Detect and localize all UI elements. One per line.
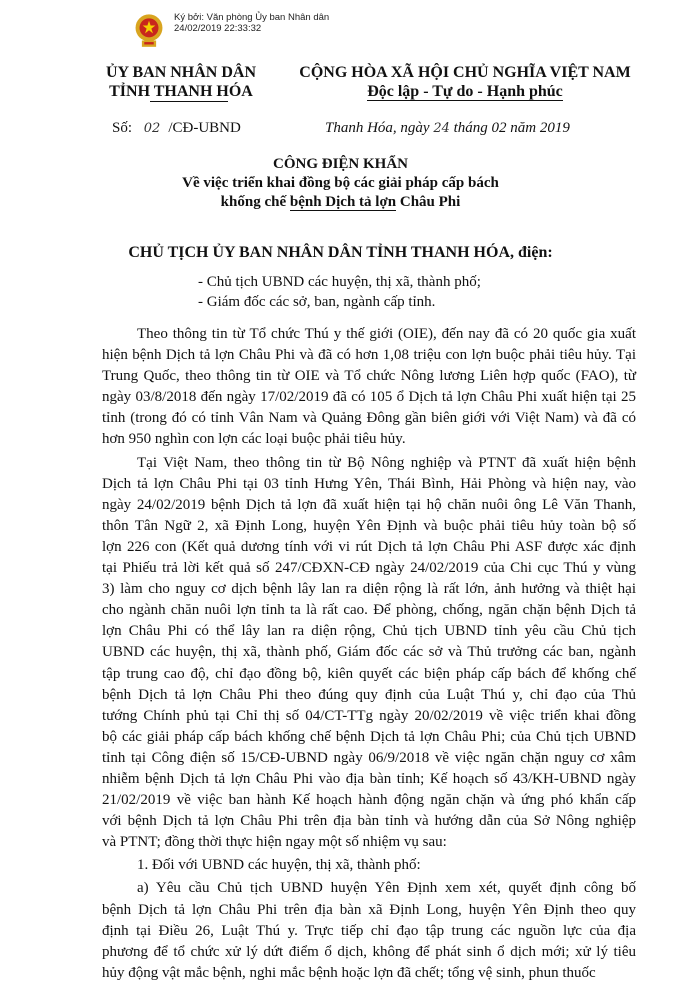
document-body bbox=[102, 324, 636, 986]
text-line: lợn Châu Phi có thể lây lan ra diện rộng, Chủ tịch UBND tỉnh yêu cầu Chủ tịch bbox=[102, 623, 636, 640]
paragraph bbox=[102, 324, 636, 451]
text-line: với bệnh Dịch tả lợn Châu Phi trên địa bàn tỉnh và hướng dẫn của Sở Nông nghiệp bbox=[102, 813, 636, 830]
text-line: 3) làm cho nguy cơ dịch bệnh lây lan ra diện rộng là rất lớn, ảnh hưởng và thiệt hại bbox=[102, 581, 636, 598]
signature-timestamp: 24/02/2019 22:33:32 bbox=[174, 23, 262, 34]
text-line: hơn 950 nghìn con lợn các loại buộc phải tiêu hủy. bbox=[102, 431, 406, 448]
paragraph bbox=[102, 878, 636, 983]
motto: Độc lập - Tự do - Hạnh phúc bbox=[367, 83, 563, 100]
text-line: và PTNT; đồng thời thực hiện ngay một số nhiệm vụ sau: bbox=[102, 834, 447, 851]
title-part-underlined: bệnh Dịch tả lợn bbox=[289, 194, 397, 210]
title-subject-1: Về việc triển khai đồng bộ các giải pháp cấp bách bbox=[182, 175, 499, 191]
text-line: ngày 03/8/2018 đến ngày 17/02/2019 đã có 105 ổ Dịch tả lợn Châu Phi xuất hiện tại 25 bbox=[102, 389, 636, 406]
text-line: định tại Điều 26, Luật Thú y. Trực tiếp chỉ đạo tập trung các nguồn lực của địa bbox=[102, 922, 636, 939]
document-number bbox=[112, 118, 241, 139]
date-day-handwritten: 24 bbox=[433, 121, 450, 136]
text-line: lợn 226 con (Kết quả dương tính với vi rút Dịch tả lợn Châu Phi ASF được xác định bbox=[102, 538, 636, 555]
document-date bbox=[325, 118, 570, 139]
document-title bbox=[0, 155, 681, 212]
digital-signature bbox=[174, 12, 329, 34]
text-line: 21/02/2019 về việc ban hành Kế hoạch hành động ngăn chặn và ứng phó khẩn cấp bbox=[102, 792, 636, 809]
number-handwritten: 02 bbox=[143, 121, 161, 136]
text-line: a) Yêu cầu Chủ tịch UBND huyện Yên Định xem xét, quyết định công bố bbox=[137, 880, 636, 897]
text-line: hủy động vật mắc bệnh, nghi mắc bệnh hoặc lợn đã chết; tổng vệ sinh, phun thuốc bbox=[102, 964, 596, 981]
text-line: cho ngành chăn nuôi lợn tỉnh ta là rất cao. Để phòng, chống, ngăn chặn bệnh Dịch tả bbox=[102, 602, 636, 619]
text-line: UBND các huyện, thị xã, thành phố, Giám đốc các sở và Thủ trưởng các ban, ngành bbox=[102, 644, 636, 661]
paragraph bbox=[102, 855, 636, 876]
text-line: nhiễm bệnh Dịch tả lợn Châu Phi vào địa bàn tỉnh; Kế hoạch số 43/KH-UBND ngày bbox=[102, 770, 636, 787]
sender-line: CHỦ TỊCH ỦY BAN NHÂN DÂN TỈNH THANH HÓA, điện: bbox=[128, 244, 553, 261]
country-name: CỘNG HÒA XÃ HỘI CHỦ NGHĨA VIỆT NAM bbox=[299, 64, 631, 81]
national-motto bbox=[290, 63, 640, 101]
text-line: 1. Đối với UBND các huyện, thị xã, thành phố: bbox=[137, 857, 421, 874]
text-line: tỉnh tại Công điện số 15/CĐ-UBND ngày 06/9/2018 về việc ngăn chặn nguy cơ xâm bbox=[102, 749, 636, 766]
text-line: Theo thông tin từ Tổ chức Thú y thế giới (OIE), đến nay đã có 20 quốc gia xuất bbox=[137, 326, 636, 342]
text-line: bệnh Dịch tả lợn Châu Phi theo đúng quy định của Luật Thú y, chỉ đạo của Thủ bbox=[102, 686, 636, 703]
text-line: thôn Tân Ngữ 2, xã Định Long, huyện Yên Định và buộc phải tiêu hủy toàn bộ số bbox=[102, 517, 636, 534]
text-line: Tại Việt Nam, theo thông tin từ Bộ Nông nghiệp và PTNT đã xuất hiện bệnh bbox=[137, 454, 636, 471]
national-emblem-icon bbox=[133, 12, 165, 50]
authority-line2: TỈNH THANH HÓA bbox=[109, 83, 253, 100]
title-subject-2 bbox=[0, 193, 681, 212]
authority-line1: ỦY BAN NHÂN DÂN bbox=[105, 64, 257, 81]
date-rest: tháng 02 năm 2019 bbox=[453, 120, 570, 136]
number-label: Số: bbox=[112, 120, 133, 136]
date-prefix: Thanh Hóa, ngày bbox=[325, 120, 430, 136]
text-line: phương để tổ chức xử lý dứt điểm ổ dịch, không để phát sinh ổ dịch mới; xử lý tiêu bbox=[102, 943, 636, 960]
paragraph bbox=[102, 453, 636, 854]
number-suffix: /CĐ-UBND bbox=[168, 120, 241, 136]
recipient: - Chủ tịch UBND các huyện, thị xã, thành phố; bbox=[198, 274, 481, 290]
text-line: ngày 24/02/2019 bệnh Dịch tả lợn đã xuất hiện tại hộ chăn nuôi ông Lê Văn Thanh, bbox=[102, 496, 636, 513]
signature-signer: Ký bởi: Văn phòng Ủy ban Nhân dân bbox=[174, 12, 330, 23]
text-line: tại Phiếu trả lời kết quả số 247/CĐXN-CĐ ngày 24/02/2019 của Chi cục Thú y vùng bbox=[102, 560, 636, 577]
title-part: Châu Phi bbox=[396, 194, 461, 210]
title-part: khống chế bbox=[220, 194, 290, 210]
issuing-authority bbox=[96, 63, 266, 101]
recipient: - Giám đốc các sở, ban, ngành cấp tỉnh. bbox=[198, 294, 436, 310]
text-line: bệnh Dịch tả lợn Châu Phi trên địa bàn xã Định Long, huyện Yên Định theo quy bbox=[102, 901, 636, 918]
text-line: tỉnh (trong đó có tỉnh Vân Nam và Quảng Đông gần biên giới với Việt Nam) và đã có bbox=[102, 410, 636, 427]
text-line: hiện bệnh Dịch tả lợn Châu Phi và đã có hơn 1,08 triệu con lợn buộc phải tiêu hủy. Tại bbox=[102, 347, 636, 364]
text-line: Dịch tả lợn Châu Phi tại 03 tỉnh Hưng Yên, Thái Bình, Hải Phòng và hiện nay, vào bbox=[102, 475, 636, 492]
text-line: tập trung cao độ, chỉ đạo đồng bộ, kiên quyết các biện pháp cấp bách để khống chế bbox=[102, 665, 636, 682]
text-line: Trung Quốc, theo thông tin từ OIE và Tổ chức Nông lương Liên hợp quốc (FAO), từ bbox=[102, 368, 636, 385]
text-line: tướng Chính phủ tại Chỉ thị số 04/CT-TTg ngày 20/02/2019 về việc triển khai đồng bbox=[102, 707, 636, 724]
text-line: bộ các giải pháp cấp bách khống chế bệnh Dịch tả lợn Châu Phi; của Chủ tịch UBND bbox=[102, 728, 636, 745]
title-main: CÔNG ĐIỆN KHẨN bbox=[272, 156, 408, 172]
authority-underline bbox=[150, 101, 228, 102]
